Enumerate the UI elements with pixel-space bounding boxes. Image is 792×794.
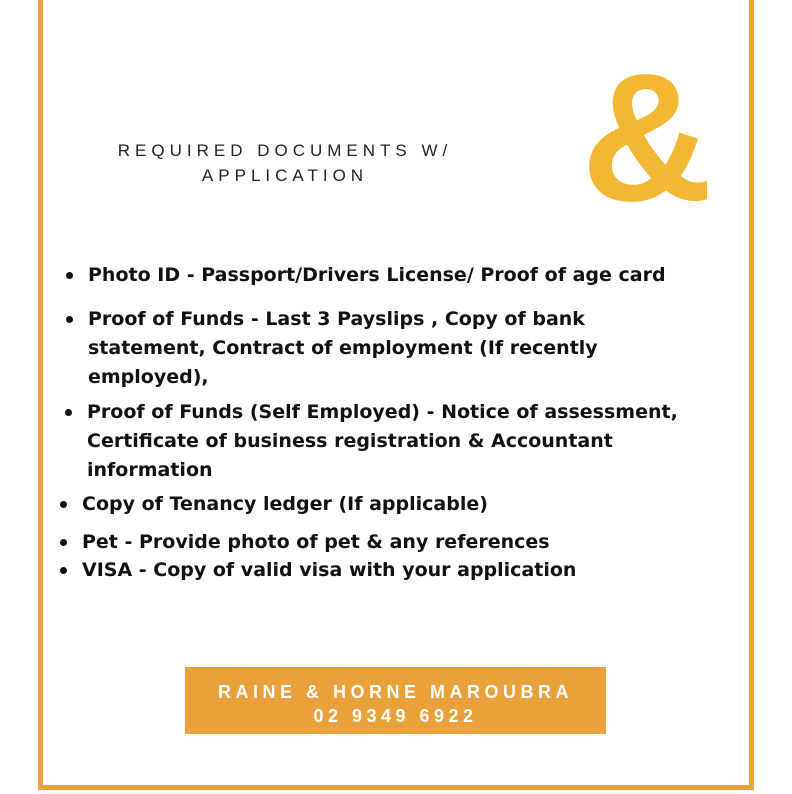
- contact-banner: [185, 667, 606, 734]
- bullet-icon: [66, 316, 73, 323]
- bullet-icon: [60, 539, 67, 546]
- list-item: [82, 490, 722, 519]
- list-item-text: VISA - Copy of valid visa with your application: [82, 559, 577, 581]
- list-item: [88, 261, 728, 290]
- bullet-icon: [65, 409, 72, 416]
- page-title: [60, 138, 510, 188]
- list-item-text: Proof of Funds - Last 3 Payslips , Copy of bank statement, Contract of employment (If recently employed),: [88, 308, 598, 388]
- list-item-text: Proof of Funds (Self Employed) - Notice of assessment, Certificate of business registration & Accountant information: [87, 401, 678, 481]
- list-item-text: Pet - Provide photo of pet & any references: [82, 531, 550, 553]
- list-item-text: Photo ID - Passport/Drivers License/ Proof of age card: [88, 264, 666, 286]
- page-title-line-1: REQUIRED DOCUMENTS W/: [117, 141, 453, 160]
- page-title-line-2: APPLICATION: [201, 166, 369, 185]
- list-item-text: Copy of Tenancy ledger (If applicable): [82, 493, 488, 515]
- ampersand-logo: &: [581, 35, 713, 239]
- agency-name: RAINE & HORNE MAROUBRA: [218, 682, 573, 702]
- frame-border-bottom: [38, 785, 754, 790]
- list-item: [87, 398, 727, 485]
- frame-border-right: [749, 0, 754, 790]
- phone-number: 02 9349 6922: [313, 706, 478, 726]
- frame-border-left: [38, 0, 43, 790]
- list-item: [82, 556, 722, 585]
- list-item: [82, 528, 722, 557]
- bullet-icon: [60, 567, 67, 574]
- bullet-icon: [60, 501, 67, 508]
- list-item: [88, 305, 648, 392]
- bullet-icon: [66, 272, 73, 279]
